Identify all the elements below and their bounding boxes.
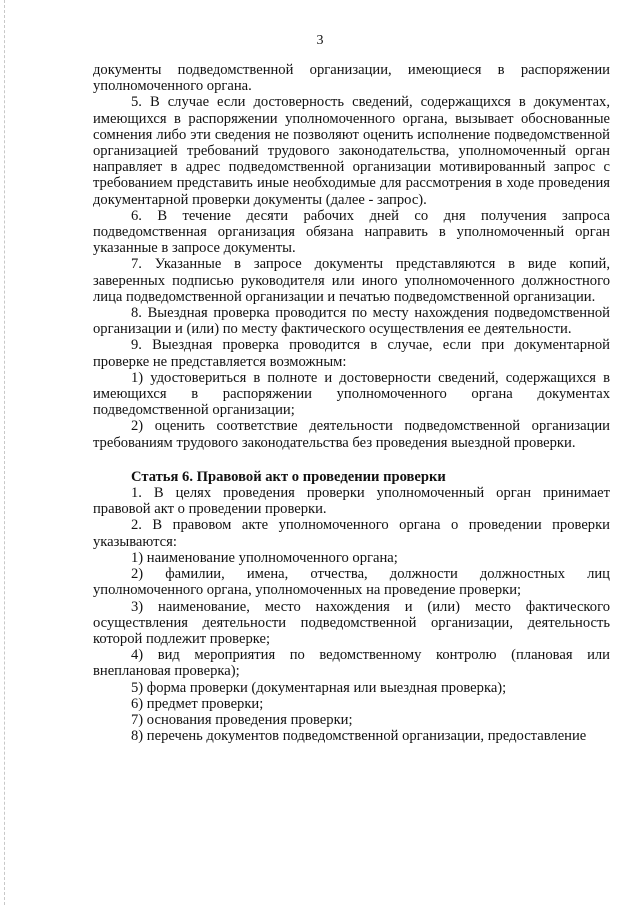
page-number: 3 — [316, 33, 324, 48]
article6-item-5: 5) форма проверки (документарная или выездная проверка); — [131, 679, 507, 696]
paragraph-6: 6. В течение десяти рабочих дней со дня получения запроса подведомственная организация обязана направить в уполномоченный орган указанные в запросе документы. — [93, 207, 610, 257]
paragraph-5: 5. В случае если достоверность сведений, содержащихся в документах, имеющихся в распоряжении уполномоченного органа, вызывает обоснованные сомнения либо эти сведения не позволяют оценить исполнение подведомственной организацией требований трудового законодательства, уполномоченный орган направляет в адрес подведомственной организации мотивированный запрос с требованием представить иные необходимые для рассмотрения в ходе проведения документарной проверки документы (далее - запрос). — [93, 94, 610, 208]
article-heading: Статья 6. Правовой акт о проведении проверки — [131, 468, 446, 485]
article6-item-3: 3) наименование, место нахождения и (или) место фактического осуществления деятельности подведомственной организации, деятельность которой подлежит проверке; — [93, 598, 610, 647]
article6-paragraph-1: 1. В целях проведения проверки уполномоченный орган принимает правовой акт о проведении проверки. — [93, 485, 610, 518]
paragraph-7: 7. Указанные в запросе документы представляются в виде копий, заверенных подписью руководителя или иного уполномоченного должностного лица подведомственной организации и печатью подведомственной организации. — [93, 256, 610, 305]
paragraph-continuation: документы подведомственной организации, имеющиеся в распоряжении уполномоченного органа. — [93, 62, 610, 95]
article6-item-6: 6) предмет проверки; — [131, 695, 264, 712]
document-body — [93, 62, 610, 744]
article6-item-7: 7) основания проведения проверки; — [131, 711, 353, 728]
paragraph-8: 8. Выездная проверка проводится по месту нахождения подведомственной организации и (или) по месту фактического осуществления ее деятельности. — [93, 305, 610, 338]
page-edge — [4, 0, 6, 905]
paragraph-9-item-2: 2) оценить соответствие деятельности подведомственной организации требованиям трудового законодательства без проведения выездной проверки. — [93, 418, 610, 451]
paragraph-9-item-1: 1) удостовериться в полноте и достоверности сведений, содержащихся в имеющихся в распоряжении уполномоченного органа документах подведомственной организации; — [93, 369, 610, 419]
article6-item-8: 8) перечень документов подведомственной организации, предоставление — [131, 728, 587, 745]
article6-item-4: 4) вид мероприятия по ведомственному контролю (плановая или внеплановая проверка); — [93, 647, 610, 680]
paragraph-9: 9. Выездная проверка проводится в случае, если при документарной проверке не представляется возможным: — [93, 337, 610, 370]
article6-paragraph-2: 2. В правовом акте уполномоченного органа о проведении проверки указываются: — [93, 517, 610, 550]
article6-item-1: 1) наименование уполномоченного органа; — [131, 549, 398, 566]
article6-item-2: 2) фамилии, имена, отчества, должности должностных лиц уполномоченного органа, уполномоченных на проведение проверки; — [93, 566, 610, 599]
